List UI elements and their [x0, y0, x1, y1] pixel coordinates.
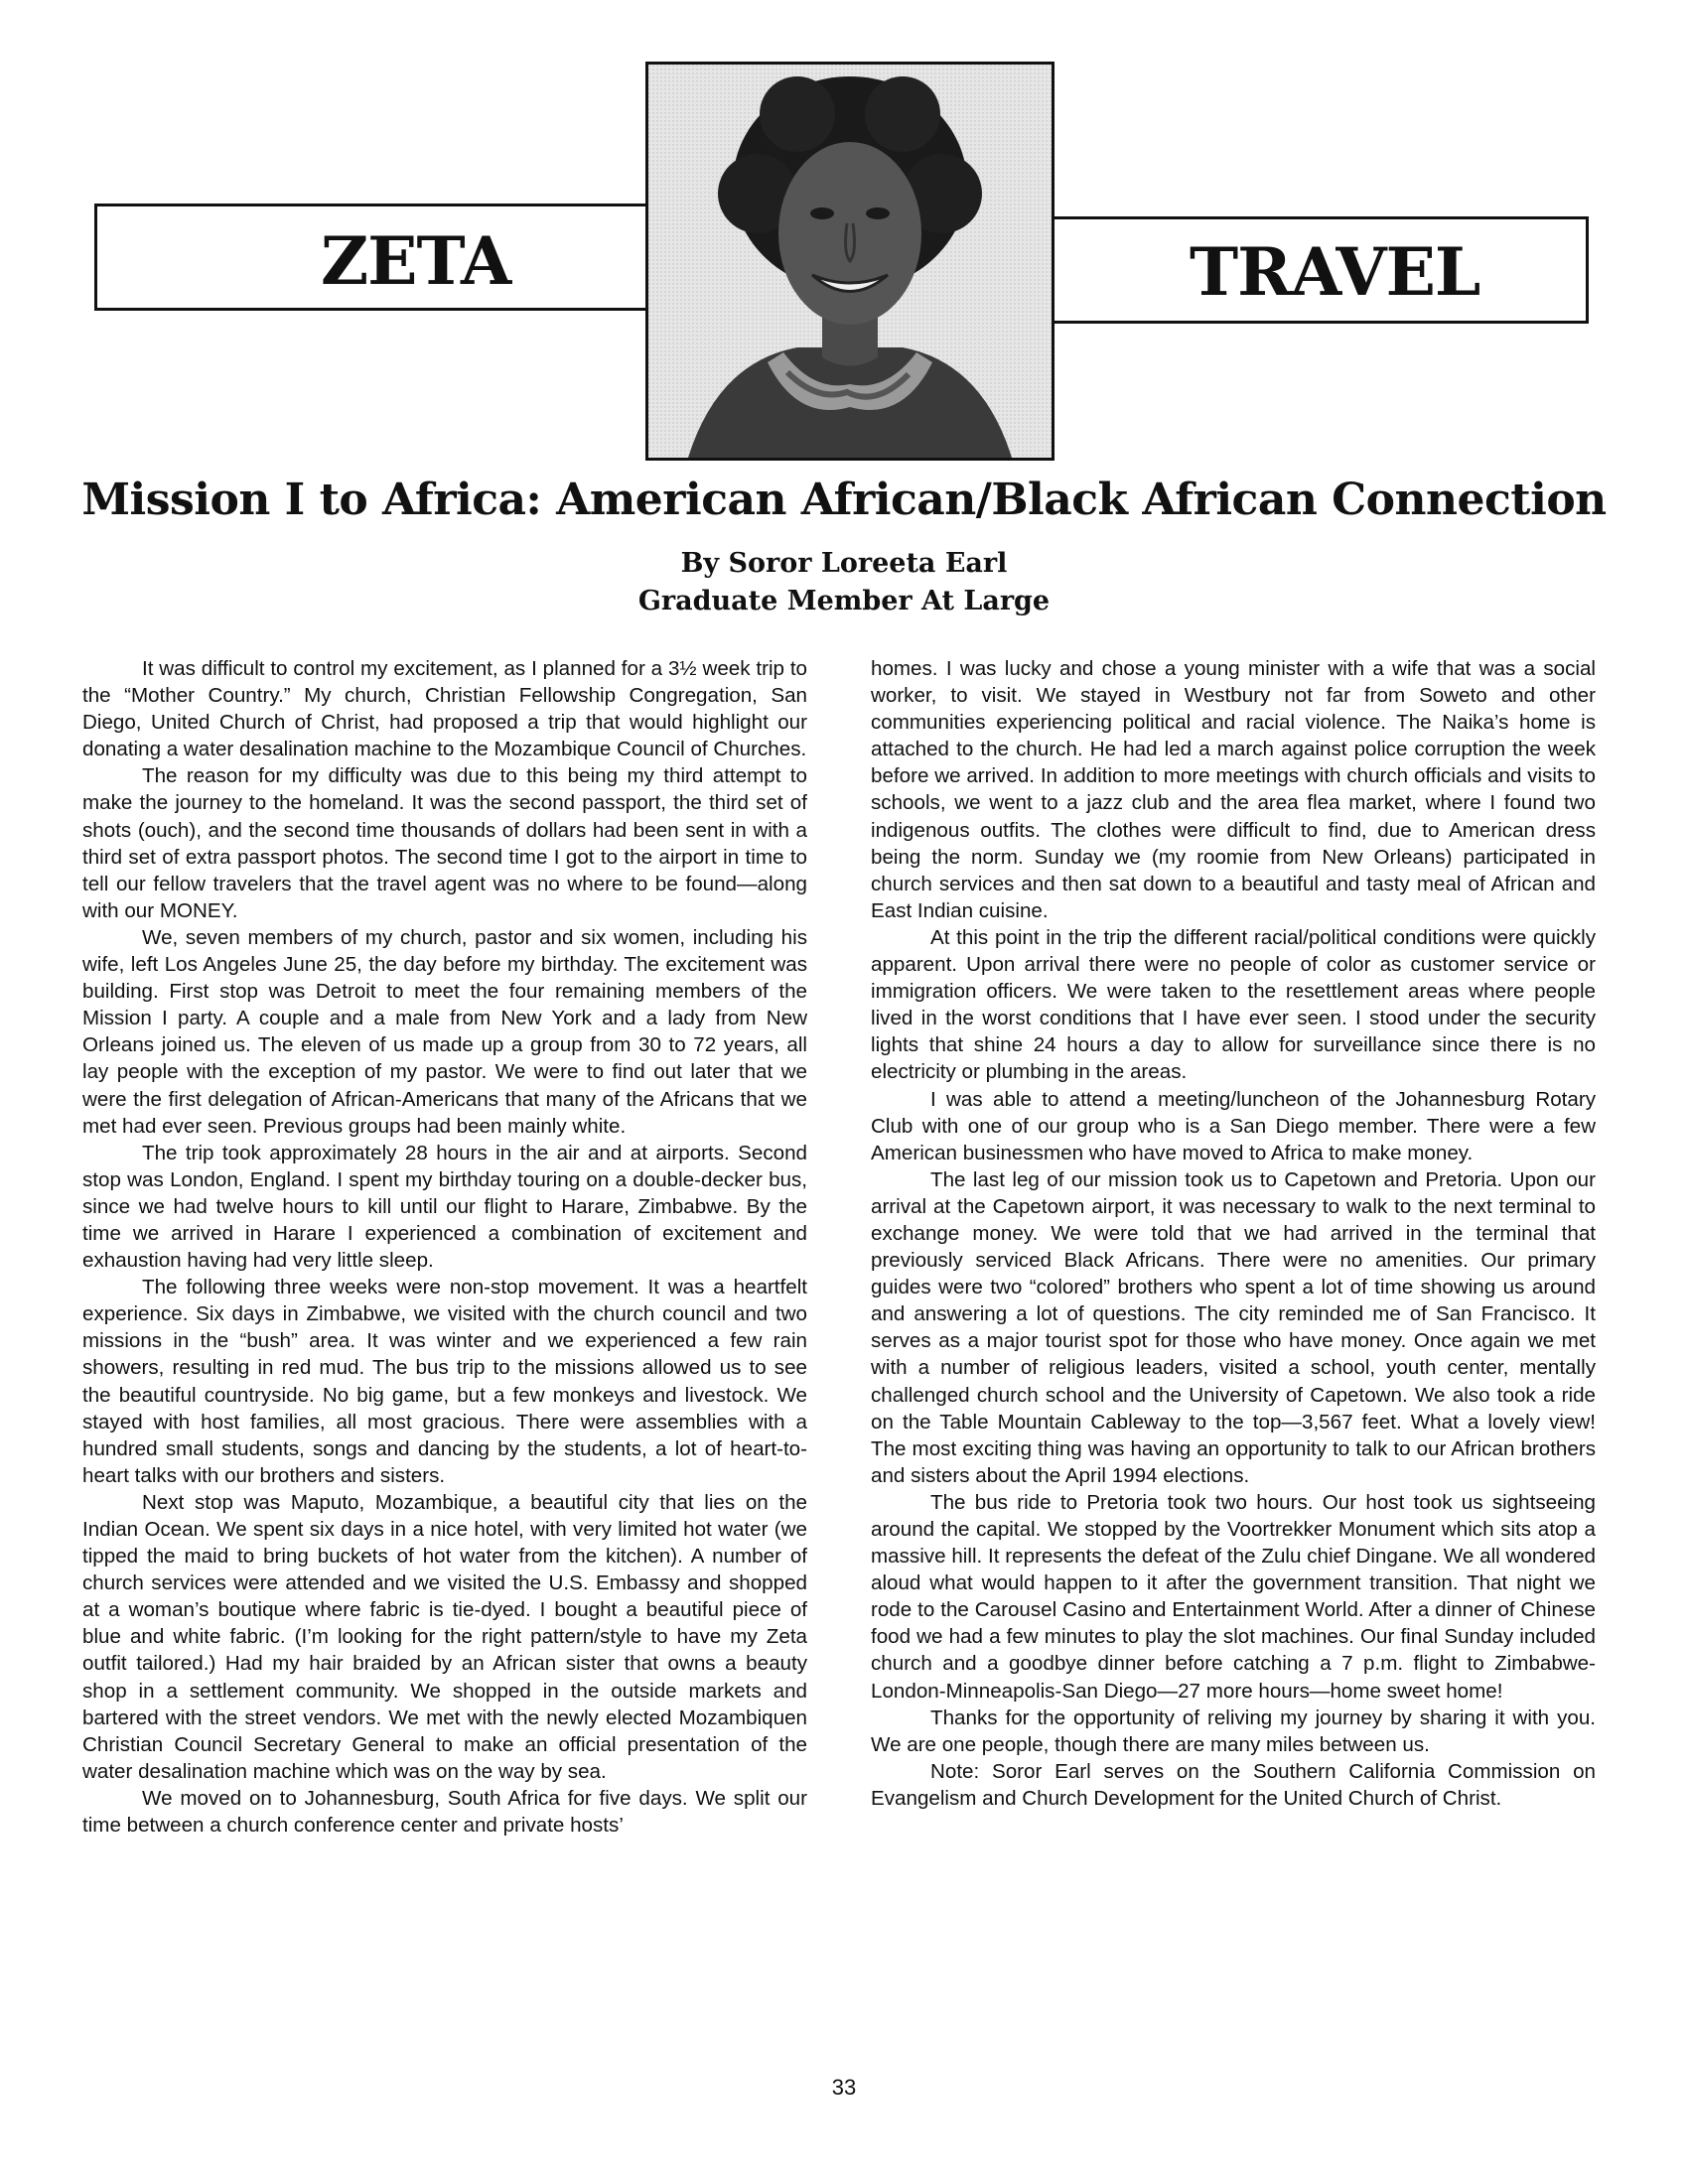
banner-left-box — [94, 204, 655, 311]
banner-right-word: TRAVEL — [1190, 233, 1480, 311]
portrait-drawing — [648, 65, 1052, 458]
paragraph: Note: Soror Earl serves on the Southern California Commission on Evangelism and Church Development for the United Church of Christ. — [871, 1759, 1596, 1810]
paragraph: Thanks for the opportunity of reliving my journey by sharing it with you. We are one people, though there are many miles between us. — [871, 1706, 1596, 1756]
author-portrait-photo — [645, 62, 1055, 461]
paragraph: We moved on to Johannesburg, South Africa for five days. We split our time between a church conference center and private hosts’ — [82, 1786, 807, 1838]
banner-left-word: ZETA — [321, 222, 511, 300]
paragraph-continuation: homes. I was lucky and chose a young minister with a wife that was a social worker, to visit. We stayed in Westbury not far from Soweto and other communities experiencing political and racial violence. The Naika’s home is attached to the church. He had led a march against police corruption the week before we arrived. In addition to more meetings with church officials and visits to schools, we went to a jazz club and the area flea market, where I found two indigenous outfits. The clothes were difficult to find, due to American dress being the norm. Sunday we (my roomie from New Orleans) participated in church services and then sat down to a beautiful and tasty meal of African and East Indian cuisine. — [871, 657, 1596, 922]
paragraph: At this point in the trip the different racial/political conditions were quickly apparent. Upon arrival there were no people of color as customer service or immigration officers. We were taken to the resettlement areas where people lived in the worst conditions that I have ever seen. I stood under the security lights that shine 24 hours a day to allow for surveillance since there is no electricity or plumbing in the areas. — [871, 925, 1596, 1084]
article-byline: By Soror Loreeta Earl — [680, 548, 1008, 579]
article-left-column — [82, 655, 807, 1839]
page-number: 33 — [831, 2075, 857, 2100]
paragraph: The following three weeks were non-stop movement. It was a heartfelt experience. Six days in Zimbabwe, we visited with the church council and two missions in the “bush” area. It was winter and we experienced a few rain showers, resulting in red mud. The bus trip to the missions allowed us to see the beautiful countryside. No big game, but a few monkeys and livestock. We stayed with host families, all most gracious. There were assemblies with a hundred small students, songs and dancing by the students, a lot of heart-to-heart talks with our brothers and sisters. — [82, 1276, 807, 1487]
author-title: Graduate Member At Large — [637, 586, 1051, 616]
article-title: Mission I to Africa: American African/Black African Connection — [81, 475, 1607, 525]
paragraph: The last leg of our mission took us to Capetown and Pretoria. Upon our arrival at the Capetown airport, it was necessary to walk to the next terminal to exchange money. We were told that we had arrived in the terminal that previously serviced Black Africans. There were no amenities. Our primary guides were two “colored” brothers who spent a lot of time showing us around and answering a lot of questions. The city reminded me of San Francisco. It serves as a major tourist spot for those who have money. Once again we met with a number of religious leaders, visited a school, youth center, mentally challenged church school and the University of Capetown. We also took a ride on the Table Mountain Cableway to the top—3,567 feet. What a lovely view! The most exciting thing was having an opportunity to talk to our African brothers and sisters about the April 1994 elections. — [871, 1167, 1596, 1487]
paragraph: I was able to attend a meeting/luncheon of the Johannesburg Rotary Club with one of our group who is a San Diego member. There were a few American businessmen who have moved to Africa to make money. — [871, 1087, 1596, 1164]
paragraph: The trip took approximately 28 hours in the air and at airports. Second stop was London, England. I spent my birthday touring on a double-decker bus, since we had twelve hours to kill until our flight to Harare, Zimbabwe. By the time we arrived in Harare I experienced a combination of excitement and exhaustion having had very little sleep. — [82, 1141, 807, 1273]
article-right-column — [871, 655, 1596, 1812]
paragraph: We, seven members of my church, pastor and six women, including his wife, left Los Angeles June 25, the day before my birthday. The excitement was building. First stop was Detroit to meet the four remaining members of the Mission I party. A couple and a male from New York and a lady from New Orleans joined us. The eleven of us made up a group from 30 to 72 years, all lay people with the exception of my pastor. We were to find out later that we were the first delegation of African-Americans that many of the Africans that we met had ever seen. Previous groups had been mainly white. — [82, 925, 807, 1138]
paragraph: Next stop was Maputo, Mozambique, a beautiful city that lies on the Indian Ocean. We spent six days in a nice hotel, with very limited hot water (we tipped the maid to bring buckets of hot water from the kitchen). A number of church services were attended and we visited the U.S. Embassy and shopped at a woman’s boutique where fabric is tie-dyed. I bought a beautiful piece of blue and white fabric. (I’m looking for the right pattern/style to have my Zeta outfit tailored.) Had my hair braided by an African sister that owns a beauty shop in a settlement community. We shopped in the outside markets and bartered with the street vendors. We met with the newly elected Mozambiquen Christian Council Secretary General to make an official presentation of the water desalination machine which was on the way by sea. — [82, 1490, 807, 1783]
paragraph: It was difficult to control my excitement, as I planned for a 3½ week trip to the “Mother Country.” My church, Christian Fellowship Congregation, San Diego, United Church of Christ, had proposed a trip that would highlight our donating a water desalination machine to the Mozambique Council of Churches. — [82, 657, 807, 761]
paragraph: The reason for my difficulty was due to this being my third attempt to make the journey to the homeland. It was the second passport, the third set of shots (ouch), and the second time thousands of dollars had been sent in with a third set of extra passport photos. The second time I got to the airport in time to tell our fellow travelers that the travel agent was no where to be found—along with our MONEY. — [82, 764, 807, 922]
banner-right-box — [1048, 216, 1589, 324]
paragraph: The bus ride to Pretoria took two hours. Our host took us sightseeing around the capital. We stopped by the Voortrekker Monument which sits atop a massive hill. It represents the defeat of the Zulu chief Dingane. We all wondered aloud what would happen to it after the government transition. That night we rode to the Carousel Casino and Entertainment World. After a dinner of Chinese food we had a few minutes to play the slot machines. Our final Sunday included church and a goodbye dinner before catching a 7 p.m. flight to Zimbabwe-London-Minneapolis-San Diego—27 more hours—home sweet home! — [871, 1490, 1596, 1703]
